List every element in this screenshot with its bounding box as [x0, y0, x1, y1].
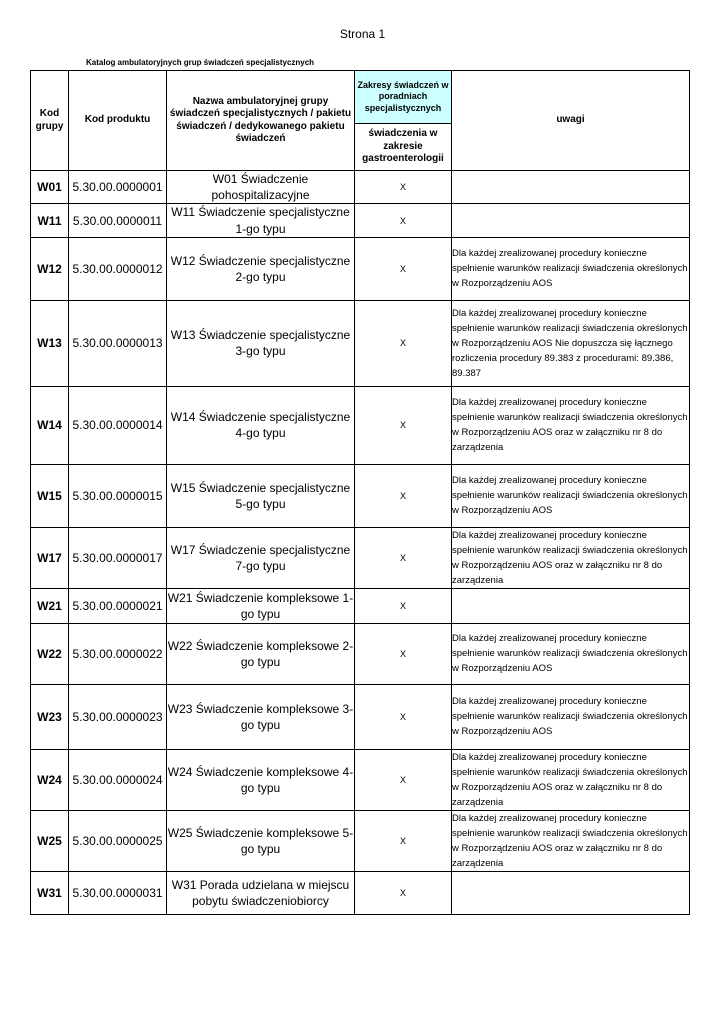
table-row — [31, 464, 690, 527]
cell-nazwa: W23 Świadczenie kompleksowe 3-go typu — [167, 684, 355, 749]
cell-nazwa: W11 Świadczenie specjalistyczne 1-go typu — [167, 204, 355, 237]
cell-uwagi — [452, 171, 690, 204]
table-row — [31, 237, 690, 300]
cell-uwagi — [452, 204, 690, 237]
cell-zakres-mark: X — [355, 300, 452, 386]
header-zakresy: Zakresy świadczeń w poradniach specjalistycznych — [355, 71, 452, 124]
cell-kod-produktu: 5.30.00.0000013 — [69, 300, 167, 386]
cell-kod-grupy: W21 — [31, 588, 69, 623]
table-row — [31, 684, 690, 749]
cell-kod-produktu: 5.30.00.0000001 — [69, 171, 167, 204]
cell-kod-grupy: W13 — [31, 300, 69, 386]
cell-uwagi — [452, 871, 690, 914]
cell-uwagi: Dla każdej zrealizowanej procedury konieczne spełnienie warunków realizacji świadczenia określonych w Rozporządzeniu AOS — [452, 684, 690, 749]
cell-kod-grupy: W24 — [31, 749, 69, 810]
cell-kod-grupy: W25 — [31, 810, 69, 871]
table-row — [31, 171, 690, 204]
cell-kod-grupy: W23 — [31, 684, 69, 749]
cell-zakres-mark: X — [355, 871, 452, 914]
cell-nazwa: W31 Porada udzielana w miejscu pobytu świadczeniobiorcy — [167, 871, 355, 914]
cell-kod-produktu: 5.30.00.0000024 — [69, 749, 167, 810]
cell-nazwa: W17 Świadczenie specjalistyczne 7-go typu — [167, 527, 355, 588]
cell-uwagi: Dla każdej zrealizowanej procedury konieczne spełnienie warunków realizacji świadczenia określonych w Rozporządzeniu AOS oraz w załączniku nr 8 do zarządzenia — [452, 527, 690, 588]
cell-zakres-mark: X — [355, 527, 452, 588]
cell-kod-grupy: W15 — [31, 464, 69, 527]
cell-nazwa: W21 Świadczenie kompleksowe 1-go typu — [167, 588, 355, 623]
cell-uwagi: Dla każdej zrealizowanej procedury konieczne spełnienie warunków realizacji świadczenia określonych w Rozporządzeniu AOS oraz w załączniku nr 8 do zarządzenia — [452, 749, 690, 810]
cell-zakres-mark: X — [355, 684, 452, 749]
cell-nazwa: W15 Świadczenie specjalistyczne 5-go typu — [167, 464, 355, 527]
cell-kod-grupy: W22 — [31, 623, 69, 684]
cell-kod-grupy: W11 — [31, 204, 69, 237]
table-row — [31, 871, 690, 914]
table-row — [31, 386, 690, 464]
cell-kod-grupy: W31 — [31, 871, 69, 914]
header-nazwa: Nazwa ambulatoryjnej grupy świadczeń specjalistycznych / pakietu świadczeń / dedykowanego pakietu świadczeń — [167, 71, 355, 171]
cell-uwagi: Dla każdej zrealizowanej procedury konieczne spełnienie warunków realizacji świadczenia określonych w Rozporządzeniu AOS oraz w załączniku nr 8 do zarządzenia — [452, 386, 690, 464]
cell-zakres-mark: X — [355, 171, 452, 204]
cell-nazwa: W25 Świadczenie kompleksowe 5-go typu — [167, 810, 355, 871]
cell-uwagi: Dla każdej zrealizowanej procedury konieczne spełnienie warunków realizacji świadczenia określonych w Rozporządzeniu AOS — [452, 237, 690, 300]
cell-kod-grupy: W01 — [31, 171, 69, 204]
cell-uwagi: Dla każdej zrealizowanej procedury konieczne spełnienie warunków realizacji świadczenia określonych w Rozporządzeniu AOS oraz w załączniku nr 8 do zarządzenia — [452, 810, 690, 871]
cell-uwagi — [452, 588, 690, 623]
table-row — [31, 527, 690, 588]
table-row — [31, 623, 690, 684]
cell-uwagi: Dla każdej zrealizowanej procedury konieczne spełnienie warunków realizacji świadczenia określonych w Rozporządzeniu AOS — [452, 623, 690, 684]
table-row — [31, 810, 690, 871]
cell-kod-produktu: 5.30.00.0000012 — [69, 237, 167, 300]
cell-zakres-mark: X — [355, 204, 452, 237]
cell-zakres-mark: X — [355, 810, 452, 871]
cell-kod-produktu: 5.30.00.0000025 — [69, 810, 167, 871]
page-header: Strona 1 — [339, 27, 386, 41]
cell-nazwa: W13 Świadczenie specjalistyczne 3-go typu — [167, 300, 355, 386]
cell-zakres-mark: X — [355, 237, 452, 300]
cell-nazwa: W22 Świadczenie kompleksowe 2-go typu — [167, 623, 355, 684]
header-uwagi: uwagi — [452, 71, 690, 171]
cell-zakres-mark: X — [355, 623, 452, 684]
header-zakres-gastroenterologia: świadczenia w zakresie gastroenterologii — [355, 124, 452, 171]
cell-kod-produktu: 5.30.00.0000014 — [69, 386, 167, 464]
cell-kod-produktu: 5.30.00.0000017 — [69, 527, 167, 588]
cell-nazwa: W14 Świadczenie specjalistyczne 4-go typu — [167, 386, 355, 464]
cell-zakres-mark: X — [355, 749, 452, 810]
table-row — [31, 300, 690, 386]
cell-uwagi: Dla każdej zrealizowanej procedury konieczne spełnienie warunków realizacji świadczenia określonych w Rozporządzeniu AOS Nie dopuszcza się łącznego rozliczenia procedury 89.383 z procedurami: 89.386, 89.387 — [452, 300, 690, 386]
catalog-table — [30, 70, 690, 915]
table-row — [31, 749, 690, 810]
cell-nazwa: W12 Świadczenie specjalistyczne 2-go typu — [167, 237, 355, 300]
cell-kod-grupy: W14 — [31, 386, 69, 464]
cell-kod-produktu: 5.30.00.0000021 — [69, 588, 167, 623]
header-kod-produktu: Kod produktu — [69, 71, 167, 171]
cell-kod-produktu: 5.30.00.0000031 — [69, 871, 167, 914]
table-row — [31, 204, 690, 237]
table-row — [31, 588, 690, 623]
cell-kod-produktu: 5.30.00.0000015 — [69, 464, 167, 527]
cell-nazwa: W01 Świadczenie pohospitalizacyjne — [167, 171, 355, 204]
catalog-title: Katalog ambulatoryjnych grup świadczeń specjalistycznych — [86, 58, 315, 67]
cell-kod-produktu: 5.30.00.0000023 — [69, 684, 167, 749]
cell-zakres-mark: X — [355, 464, 452, 527]
header-kod-grupy: Kod grupy — [31, 71, 69, 171]
cell-kod-produktu: 5.30.00.0000011 — [69, 204, 167, 237]
cell-zakres-mark: X — [355, 386, 452, 464]
cell-zakres-mark: X — [355, 588, 452, 623]
cell-kod-grupy: W17 — [31, 527, 69, 588]
cell-nazwa: W24 Świadczenie kompleksowe 4-go typu — [167, 749, 355, 810]
cell-kod-produktu: 5.30.00.0000022 — [69, 623, 167, 684]
cell-uwagi: Dla każdej zrealizowanej procedury konieczne spełnienie warunków realizacji świadczenia określonych w Rozporządzeniu AOS — [452, 464, 690, 527]
cell-kod-grupy: W12 — [31, 237, 69, 300]
